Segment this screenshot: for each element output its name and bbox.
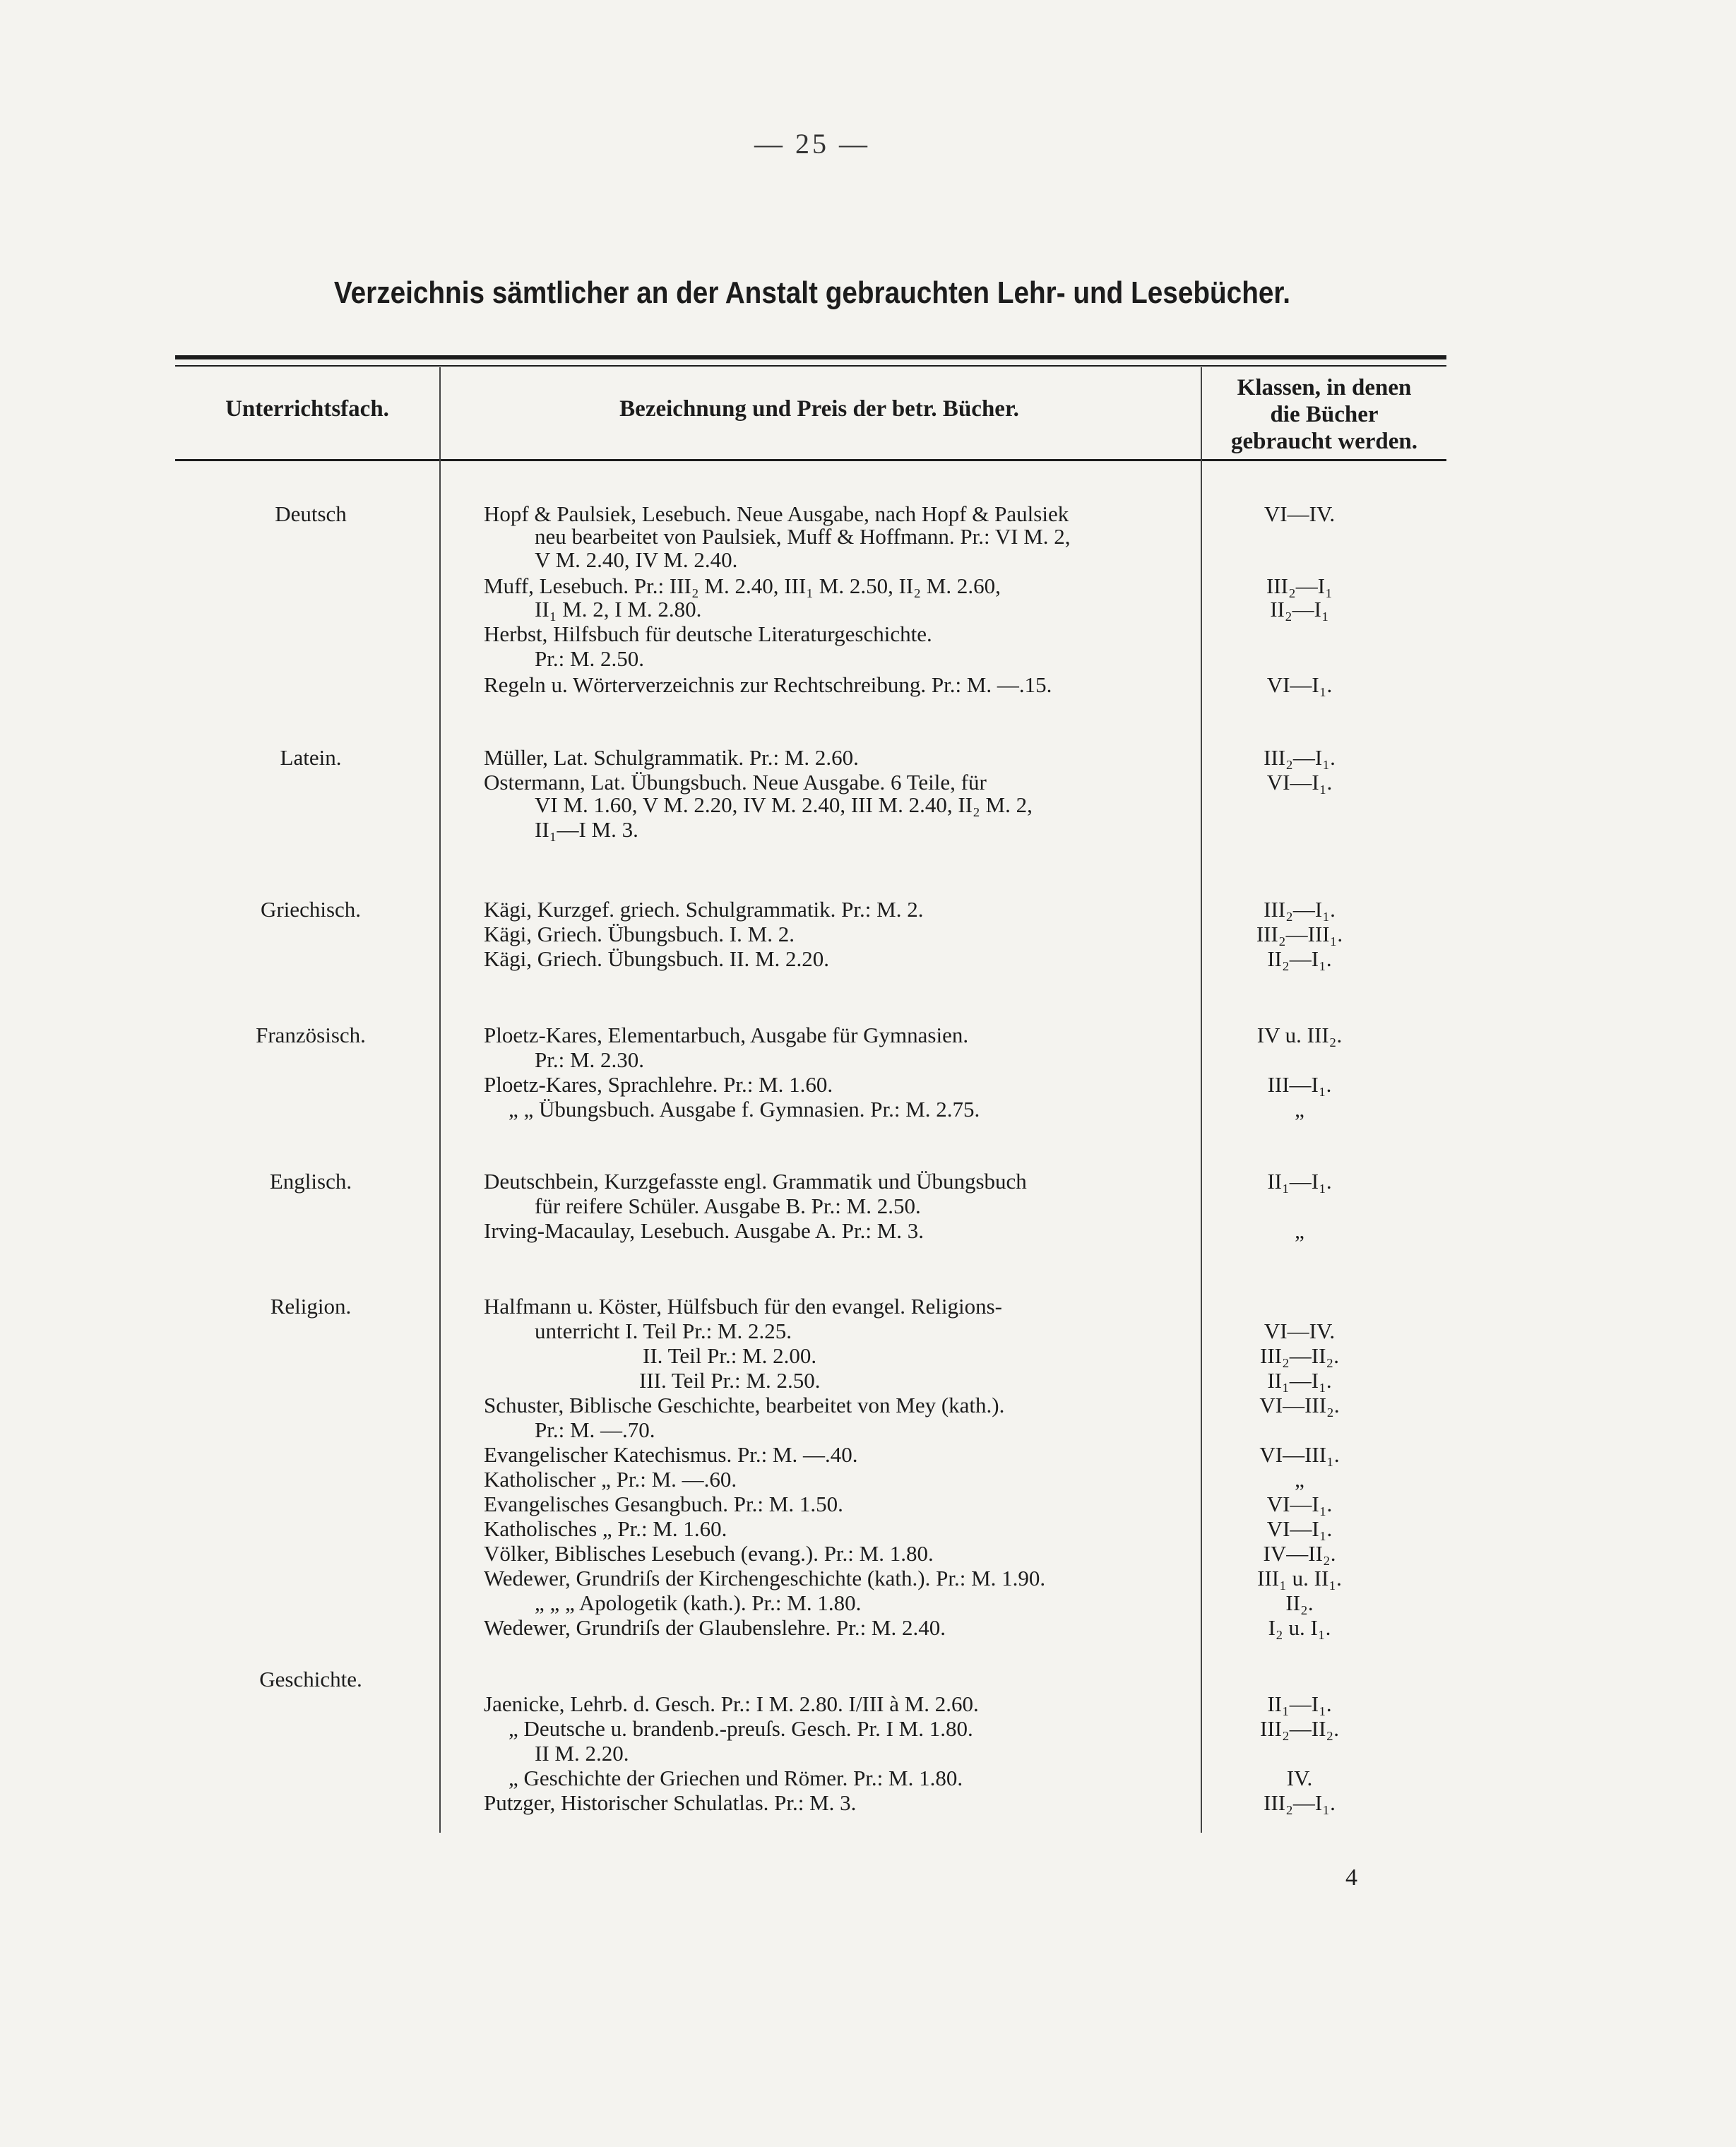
subject-franzoesisch: Französisch.: [256, 1023, 366, 1047]
header-classes-line2: die Bücher: [1270, 402, 1379, 427]
class-entry: III₂—I₁: [1266, 573, 1333, 598]
book-line: Völker, Biblisches Lesebuch (evang.). Pr.: M. 1.80.: [484, 1541, 934, 1566]
header-classes-line3: gebraucht werden.: [1231, 429, 1417, 454]
book-line: Schuster, Biblische Geschichte, bearbeitet von Mey (kath.).: [484, 1393, 1005, 1417]
book-line: Pr.: M. 2.30.: [535, 1047, 645, 1072]
page-number: — 25 —: [754, 128, 870, 160]
class-entry: II₁—I₁.: [1267, 1691, 1332, 1716]
book-line: Halfmann u. Köster, Hülfsbuch für den evangel. Religions-: [484, 1294, 1002, 1319]
class-entry: III₂—I₁.: [1264, 897, 1336, 922]
top-rule-thick: [175, 355, 1446, 359]
book-line: Wedewer, Grundriſs der Glaubenslehre. Pr.: M. 2.40.: [484, 1615, 946, 1640]
book-line: II. Teil Pr.: M. 2.00.: [643, 1343, 817, 1368]
book-line: Kägi, Griech. Übungsbuch. I. M. 2.: [484, 922, 795, 946]
class-entry: II₁—I₁.: [1267, 1169, 1332, 1194]
book-line: „ Geschichte der Griechen und Römer. Pr.: M. 1.80.: [509, 1766, 963, 1790]
book-line: Kägi, Griech. Übungsbuch. II. M. 2.20.: [484, 946, 830, 971]
class-entry: III₂—I₁.: [1264, 745, 1336, 770]
class-entry: I₂ u. I₁.: [1268, 1615, 1331, 1640]
book-line: II₁ M. 2, I M. 2.80.: [535, 597, 702, 622]
class-entry: II₂—I₁.: [1267, 946, 1332, 971]
subject-englisch: Englisch.: [269, 1169, 352, 1194]
page-title: Verzeichnis sämtlicher an der Anstalt gebrauchten Lehr- und Lesebücher.: [333, 275, 1291, 310]
book-line: V M. 2.40, IV M. 2.40.: [535, 547, 738, 572]
book-line: Jaenicke, Lehrb. d. Gesch. Pr.: I M. 2.80. I/III à M. 2.60.: [484, 1691, 979, 1716]
class-entry: VI—IV.: [1264, 1319, 1336, 1343]
subject-latein: Latein.: [280, 745, 342, 770]
book-line: Irving-Macaulay, Lesebuch. Ausgabe A. Pr.: M. 3.: [484, 1218, 925, 1243]
class-entry: III₂—II₂.: [1260, 1343, 1339, 1368]
book-line: Deutschbein, Kurzgefasste engl. Grammatik und Übungsbuch: [484, 1169, 1027, 1194]
class-entry: II₂—I₁: [1270, 597, 1329, 622]
class-entry: „: [1295, 1097, 1304, 1122]
class-entry: VI—IV.: [1264, 501, 1336, 526]
subject-religion: Religion.: [270, 1294, 352, 1319]
class-entry: VI—I₁.: [1266, 770, 1333, 795]
book-line: unterricht I. Teil Pr.: M. 2.25.: [535, 1319, 792, 1343]
book-line: „ „ Übungsbuch. Ausgabe f. Gymnasien. Pr.: M. 2.75.: [509, 1097, 980, 1122]
class-entry: III₂—III₁.: [1256, 922, 1343, 946]
book-line: Putzger, Historischer Schulatlas. Pr.: M. 3.: [484, 1790, 857, 1815]
header-classes-line1: Klassen, in denen: [1237, 375, 1412, 400]
book-line: Evangelisches Gesangbuch. Pr.: M. 1.50.: [484, 1492, 843, 1516]
book-line: Pr.: M. —.70.: [535, 1417, 655, 1442]
class-entry: „: [1295, 1467, 1304, 1492]
book-line: neu bearbeitet von Paulsiek, Muff & Hoffmann. Pr.: VI M. 2,: [535, 524, 1071, 549]
column-divider-left: [439, 367, 441, 1833]
top-rule-thin: [175, 365, 1446, 367]
book-line: Pr.: M. 2.50.: [535, 646, 645, 671]
class-entry: III₂—I₁.: [1264, 1790, 1336, 1815]
class-entry: VI—III₂.: [1259, 1393, 1340, 1417]
class-entry: III₁ u. II₁.: [1257, 1566, 1342, 1590]
header-books: Bezeichnung und Preis der betr. Bücher.: [619, 396, 1019, 422]
book-line: Ploetz-Kares, Sprachlehre. Pr.: M. 1.60.: [484, 1072, 833, 1097]
book-line: Wedewer, Grundriſs der Kirchengeschichte (kath.). Pr.: M. 1.90.: [484, 1566, 1046, 1590]
book-line: Hopf & Paulsiek, Lesebuch. Neue Ausgabe, nach Hopf & Paulsiek: [484, 501, 1069, 526]
class-entry: II₁—I₁.: [1267, 1368, 1332, 1393]
book-line: II M. 2.20.: [535, 1741, 629, 1766]
class-entry: IV—II₂.: [1263, 1541, 1336, 1566]
book-line: Katholischer „ Pr.: M. —.60.: [484, 1467, 737, 1492]
book-line: „ „ „ Apologetik (kath.). Pr.: M. 1.80.: [535, 1590, 862, 1615]
class-entry: VI—III₁.: [1259, 1442, 1340, 1467]
header-bottom-rule: [175, 459, 1446, 461]
book-line: „ Deutsche u. brandenb.-preuſs. Gesch. Pr. I M. 1.80.: [509, 1716, 973, 1741]
class-entry: „: [1295, 1218, 1304, 1243]
header-subject: Unterrichtsfach.: [225, 396, 389, 422]
book-line: Ploetz-Kares, Elementarbuch, Ausgabe für Gymnasien.: [484, 1023, 969, 1047]
class-entry: IV u. III₂.: [1256, 1023, 1343, 1047]
book-line: Evangelischer Katechismus. Pr.: M. —.40.: [484, 1442, 858, 1467]
book-line: Ostermann, Lat. Übungsbuch. Neue Ausgabe. 6 Teile, für: [484, 770, 987, 795]
book-line: Muff, Lesebuch. Pr.: III₂ M. 2.40, III₁ M. 2.50, II₂ M. 2.60,: [484, 573, 1001, 598]
book-line: Herbst, Hilfsbuch für deutsche Literaturgeschichte.: [484, 622, 932, 646]
class-entry: II₂.: [1285, 1590, 1314, 1615]
book-line: Müller, Lat. Schulgrammatik. Pr.: M. 2.60.: [484, 745, 859, 770]
class-entry: IV.: [1286, 1766, 1313, 1790]
subject-griechisch: Griechisch.: [260, 897, 362, 922]
class-entry: III—I₁.: [1267, 1072, 1332, 1097]
class-entry: VI—I₁.: [1266, 672, 1333, 697]
book-line: III. Teil Pr.: M. 2.50.: [639, 1368, 821, 1393]
class-entry: VI—I₁.: [1266, 1516, 1333, 1541]
class-entry: III₂—II₂.: [1260, 1716, 1339, 1741]
book-line: für reifere Schüler. Ausgabe B. Pr.: M. 2.50.: [535, 1194, 921, 1218]
book-line: Kägi, Kurzgef. griech. Schulgrammatik. Pr.: M. 2.: [484, 897, 924, 922]
book-line: VI M. 1.60, V M. 2.20, IV M. 2.40, III M. 2.40, II₂ M. 2,: [535, 792, 1033, 817]
book-line: Regeln u. Wörterverzeichnis zur Rechtschreibung. Pr.: M. —.15.: [484, 672, 1052, 697]
subject-geschichte: Geschichte.: [259, 1667, 362, 1691]
class-entry: VI—I₁.: [1266, 1492, 1333, 1516]
book-line: II₁—I M. 3.: [535, 817, 638, 842]
book-line: Katholisches „ Pr.: M. 1.60.: [484, 1516, 727, 1541]
subject-deutsch: Deutsch: [275, 501, 347, 526]
signature-mark: 4: [1345, 1865, 1357, 1891]
